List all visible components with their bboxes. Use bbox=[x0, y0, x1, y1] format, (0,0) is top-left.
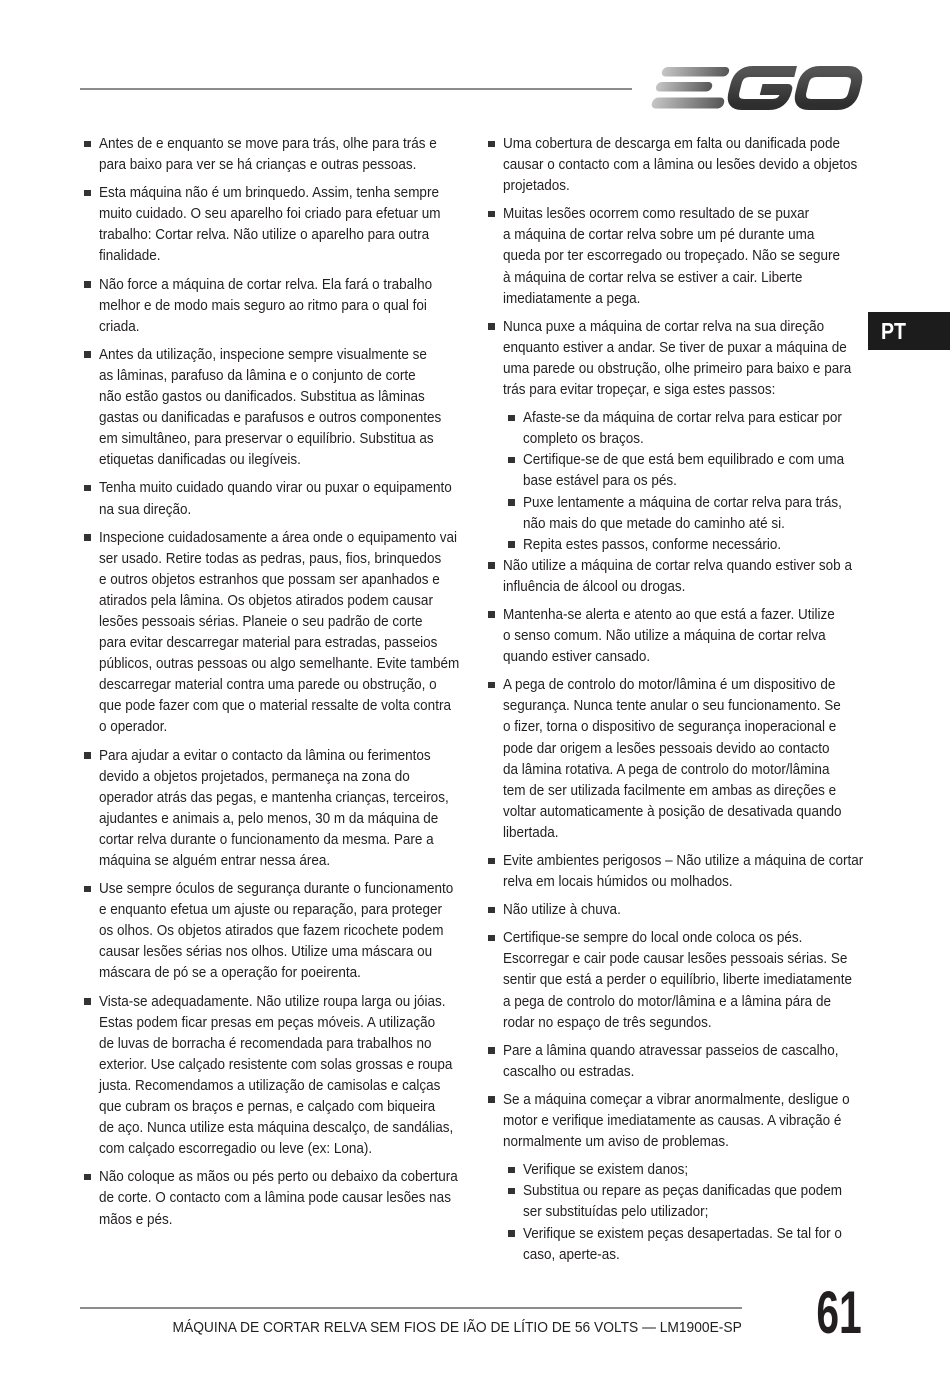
header-rule bbox=[80, 88, 632, 90]
text-line: Uma cobertura de descarga em falta ou danificada pode bbox=[503, 135, 840, 152]
text-line: máscara de pó se a operação for poeirenta. bbox=[99, 964, 361, 982]
list-item bbox=[503, 927, 873, 1032]
list-item bbox=[503, 203, 873, 308]
text-line: Vista-se adequadamente. Não utilize roupa larga ou jóias. bbox=[99, 992, 446, 1010]
text-line: gastas ou danificadas e parafusos e outros componentes bbox=[99, 409, 442, 427]
text-line: e outros objetos estranhos que possam ser apanhados e bbox=[99, 570, 440, 588]
text-line: uma parede ou obstrução, olhe primeiro para baixo e para bbox=[503, 359, 852, 377]
text-line: ser usado. Retire todas as pedras, paus, fios, brinquedos bbox=[99, 549, 442, 567]
text-line: Não utilize a máquina de cortar relva quando estiver sob a bbox=[503, 556, 852, 574]
bullet-square-icon bbox=[84, 998, 91, 1005]
list-item bbox=[503, 604, 873, 667]
text-line: causar lesões sérias nos olhos. Utilize uma máscara ou bbox=[99, 943, 433, 961]
text-line: trabalho: Cortar relva. Não utilize o aparelho para outra bbox=[99, 226, 430, 244]
text-line: Use sempre óculos de segurança durante o funcionamento bbox=[99, 880, 454, 898]
text-line: Tenha muito cuidado quando virar ou puxar o equipamento bbox=[99, 479, 452, 497]
text-line: não estão gastos ou danificados. Substitua as lâminas bbox=[99, 388, 425, 406]
logo-letter-o bbox=[798, 72, 859, 105]
text-line: devido a objetos projetados, permaneça na zona do bbox=[99, 767, 410, 785]
text-line: mãos e pés. bbox=[99, 1210, 173, 1228]
list-item bbox=[99, 745, 469, 872]
bullet-square-icon bbox=[508, 1188, 515, 1195]
bullet-square-icon bbox=[488, 907, 495, 914]
text-line: Pare a lâmina quando atravessar passeios de cascalho, bbox=[503, 1041, 839, 1059]
list-item bbox=[99, 477, 469, 519]
list-item bbox=[503, 133, 873, 196]
bullet-square-icon bbox=[488, 323, 495, 330]
text-line: que cubram os braços e pernas, e calçado com biqueira bbox=[99, 1098, 436, 1116]
logo-letter-g bbox=[731, 72, 796, 105]
text-line: não mais do que metade do caminho até si. bbox=[523, 514, 785, 532]
text-line: segurança. Nunca tente anular o seu funcionamento. Se bbox=[503, 697, 841, 715]
text-line: descarregar material contra uma parede ou obstrução, o bbox=[99, 676, 437, 694]
text-line: as lâminas, parafuso da lâmina e o conjunto de corte bbox=[99, 366, 416, 384]
ego-logo bbox=[648, 62, 872, 114]
text-line: Puxe lentamente a máquina de cortar relva para trás, bbox=[523, 493, 842, 511]
list-item bbox=[99, 274, 469, 337]
bullet-square-icon bbox=[84, 190, 91, 197]
list-item bbox=[503, 1040, 873, 1082]
text-line: rodar no espaço de três segundos. bbox=[503, 1013, 712, 1031]
text-line: Se a máquina começar a vibrar anormalmente, desligue o bbox=[503, 1090, 850, 1108]
text-line: base estável para os pés. bbox=[523, 472, 677, 490]
text-line: Evite ambientes perigosos – Não utilize a máquina de cortar bbox=[503, 852, 864, 869]
text-line: de luvas de borracha é recomendada para trabalhos no bbox=[99, 1034, 432, 1052]
sub-list-item bbox=[523, 1223, 873, 1265]
text-line: Não force a máquina de cortar relva. Ela fará o trabalho bbox=[99, 275, 433, 293]
text-line: projetados. bbox=[503, 177, 570, 195]
footer-rule bbox=[80, 1307, 742, 1309]
bullet-square-icon bbox=[508, 1230, 515, 1237]
text-line: imediatamente a pega. bbox=[503, 289, 641, 307]
bullet-square-icon bbox=[84, 886, 91, 893]
text-line: à máquina de cortar relva se estiver a cair. Liberte bbox=[503, 268, 803, 286]
text-line: Antes de e enquanto se move para trás, olhe para trás e bbox=[99, 135, 437, 152]
list-item bbox=[99, 878, 469, 983]
bullet-square-icon bbox=[508, 1167, 515, 1174]
bullet-square-icon bbox=[508, 457, 515, 464]
text-line: normalmente um aviso de problemas. bbox=[503, 1133, 729, 1151]
text-line: trás para evitar tropeçar, e siga estes passos: bbox=[503, 381, 776, 399]
text-line: de corte. O contacto com a lâmina pode causar lesões nas bbox=[99, 1189, 451, 1207]
bullet-square-icon bbox=[488, 1096, 495, 1103]
text-line: Para ajudar a evitar o contacto da lâmina ou ferimentos bbox=[99, 746, 431, 764]
bullet-square-icon bbox=[488, 682, 495, 689]
list-item bbox=[99, 1166, 469, 1229]
text-line: Verifique se existem peças desapertadas. Se tal for o bbox=[523, 1224, 842, 1242]
text-line: queda por ter escorregado ou tropeçado. Não se segure bbox=[503, 247, 840, 265]
bullet-square-icon bbox=[488, 211, 495, 218]
text-line: Repita estes passos, conforme necessário. bbox=[523, 535, 782, 553]
text-line: o operador. bbox=[99, 718, 168, 736]
sub-list bbox=[523, 1159, 873, 1264]
bullet-square-icon bbox=[508, 499, 515, 506]
text-line: Antes da utilização, inspecione sempre visualmente se bbox=[99, 345, 427, 363]
bullet-square-icon bbox=[84, 752, 91, 759]
bullet-square-icon bbox=[488, 935, 495, 942]
text-line: lesões pessoais sérias. Planeie o seu padrão de corte bbox=[99, 612, 423, 630]
sub-list-item bbox=[523, 1159, 873, 1180]
text-line: Muitas lesões ocorrem como resultado de se puxar bbox=[503, 205, 810, 223]
list-item bbox=[503, 674, 873, 843]
list-item bbox=[99, 991, 469, 1160]
text-line: muito cuidado. O seu aparelho foi criado para efetuar um bbox=[99, 205, 441, 223]
page-number: 61 bbox=[816, 1279, 862, 1346]
text-line: cortar relva durante o funcionamento da mesma. Pare a bbox=[99, 830, 434, 848]
bullet-square-icon bbox=[84, 281, 91, 288]
bullet-square-icon bbox=[488, 562, 495, 569]
text-line: causar o contacto com a lâmina ou lesões devido a objetos bbox=[503, 156, 858, 174]
text-line: pode dar origem a lesões pessoais devido ao contacto bbox=[503, 739, 830, 757]
bullet-square-icon bbox=[488, 141, 495, 148]
bullet-square-icon bbox=[84, 1174, 91, 1181]
list-item bbox=[99, 133, 469, 175]
bullet-square-icon bbox=[488, 1047, 495, 1054]
column-left bbox=[99, 133, 469, 1237]
text-line: ajudantes e animais a, pelo menos, 30 m da máquina de bbox=[99, 809, 439, 827]
text-line: de aço. Nunca utilize esta máquina descalço, de sandálias, bbox=[99, 1119, 454, 1137]
text-line: em simultâneo, para preservar o equilíbrio. Substitua as bbox=[99, 430, 434, 448]
text-line: máquina se alguém entrar nessa área. bbox=[99, 852, 331, 869]
text-line: Verifique se existem danos; bbox=[523, 1161, 689, 1179]
list-item bbox=[503, 316, 873, 555]
sub-list-item bbox=[523, 449, 873, 491]
text-line: na sua direção. bbox=[99, 500, 192, 518]
text-line: Certifique-se de que está bem equilibrado e com uma bbox=[523, 451, 845, 469]
text-line: relva em locais húmidos ou molhados. bbox=[503, 873, 733, 891]
text-line: Não utilize à chuva. bbox=[503, 901, 621, 919]
logo-e-top-bar bbox=[661, 67, 730, 77]
text-line: para baixo para ver se há crianças e outras pessoas. bbox=[99, 156, 417, 174]
footer-title: MÁQUINA DE CORTAR RELVA SEM FIOS DE IÃO DE LÍTIO DE 56 VOLTS — LM1900E-SP bbox=[172, 1319, 742, 1336]
bullet-square-icon bbox=[84, 534, 91, 541]
text-line: Não coloque as mãos ou pés perto ou debaixo da cobertura bbox=[99, 1168, 458, 1186]
text-line: o senso comum. Não utilize a máquina de cortar relva bbox=[503, 627, 826, 645]
sub-list-item bbox=[523, 492, 873, 534]
list-item bbox=[503, 555, 873, 597]
text-line: Inspecione cuidadosamente a área onde o equipamento vai bbox=[99, 528, 458, 546]
text-line: com calçado escorregadio ou leve (ex: Lona). bbox=[99, 1140, 373, 1158]
logo-e-middle-bar bbox=[655, 82, 713, 92]
text-line: Nunca puxe a máquina de cortar relva na sua direção bbox=[503, 317, 825, 335]
text-line: completo os braços. bbox=[523, 430, 644, 448]
text-line: da lâmina rotativa. A pega de controlo do motor/lâmina bbox=[503, 760, 830, 778]
list-item bbox=[503, 850, 873, 892]
text-line: A pega de controlo do motor/lâmina é um dispositivo de bbox=[503, 676, 836, 694]
text-line: exterior. Use calçado resistente com solas grossas e roupa bbox=[99, 1055, 453, 1073]
text-line: sentir que está a perder o equilíbrio, liberte imediatamente bbox=[503, 971, 852, 989]
text-line: melhor e de modo mais seguro ao ritmo para o qual foi bbox=[99, 296, 427, 314]
language-tab-label: PT bbox=[881, 318, 906, 344]
text-line: Afaste-se da máquina de cortar relva para esticar por bbox=[523, 409, 842, 427]
text-line: que pode fazer com que o material ressalte de volta contra bbox=[99, 697, 451, 715]
text-line: enquanto estiver a andar. Se tiver de puxar a máquina de bbox=[503, 338, 847, 356]
sub-list-item bbox=[523, 534, 873, 555]
text-line: os olhos. Os objetos atirados que fazem ricochete podem bbox=[99, 922, 444, 940]
bullet-square-icon bbox=[84, 351, 91, 358]
text-line: Substitua ou repare as peças danificadas que podem bbox=[523, 1182, 842, 1200]
text-line: atirados pela lâmina. Os objetos atirados podem causar bbox=[99, 591, 433, 609]
column-right bbox=[503, 133, 873, 1265]
text-line: tem de ser utilizada facilmente em ambas as direções e bbox=[503, 781, 837, 799]
language-tab bbox=[868, 312, 950, 350]
text-line: Mantenha-se alerta e atento ao que está a fazer. Utilize bbox=[503, 605, 835, 623]
sub-list bbox=[523, 407, 873, 555]
text-line: o fizer, torna o dispositivo de segurança inoperacional e bbox=[503, 718, 837, 736]
bullet-square-icon bbox=[84, 485, 91, 492]
text-line: motor e verifique imediatamente as causas. A vibração é bbox=[503, 1112, 842, 1130]
text-line: ser substituídas pelo utilizador; bbox=[523, 1203, 709, 1221]
text-line: a máquina de cortar relva sobre um pé durante uma bbox=[503, 226, 815, 244]
text-line: Certifique-se sempre do local onde coloca os pés. bbox=[503, 929, 803, 947]
text-line: libertada. bbox=[503, 823, 559, 841]
bullet-square-icon bbox=[488, 611, 495, 618]
list-item bbox=[503, 899, 873, 920]
list-item bbox=[99, 182, 469, 266]
bullet-square-icon bbox=[508, 415, 515, 422]
text-line: para evitar descarregar material para estradas, passeios bbox=[99, 634, 438, 652]
bullet-square-icon bbox=[488, 858, 495, 865]
text-line: criada. bbox=[99, 317, 140, 335]
text-line: públicos, outras pessoas ou algo semelhante. Evite também bbox=[99, 655, 460, 673]
text-line: cascalho ou estradas. bbox=[503, 1062, 635, 1080]
list-item bbox=[503, 1089, 873, 1265]
logo-e-bottom-bar bbox=[651, 98, 726, 109]
sub-list-item bbox=[523, 1180, 873, 1222]
text-line: quando estiver cansado. bbox=[503, 648, 651, 666]
text-line: a pega de controlo do motor/lâmina e a lâmina pára de bbox=[503, 992, 831, 1010]
text-line: Estas podem ficar presas em peças móveis. A utilização bbox=[99, 1013, 436, 1031]
text-line: etiquetas danificadas ou ilegíveis. bbox=[99, 451, 301, 469]
text-line: operador atrás das pegas, e mantenha crianças, terceiros, bbox=[99, 788, 449, 806]
text-line: justa. Recomendamos a utilização de camisolas e calças bbox=[99, 1076, 441, 1094]
list-item bbox=[99, 344, 469, 471]
text-line: e enquanto efetua um ajuste ou reparação, para proteger bbox=[99, 901, 442, 919]
list-item bbox=[99, 527, 469, 738]
text-line: voltar automaticamente à posição de desativada quando bbox=[503, 802, 842, 820]
sub-list-item bbox=[523, 407, 873, 449]
text-line: caso, aperte-as. bbox=[523, 1245, 620, 1263]
text-line: Esta máquina não é um brinquedo. Assim, tenha sempre bbox=[99, 184, 439, 202]
text-line: influência de álcool ou drogas. bbox=[503, 577, 686, 595]
text-line: Escorregar e cair pode causar lesões pessoais sérias. Se bbox=[503, 950, 848, 968]
text-line: finalidade. bbox=[99, 247, 161, 265]
bullet-square-icon bbox=[508, 541, 515, 548]
bullet-square-icon bbox=[84, 141, 91, 148]
